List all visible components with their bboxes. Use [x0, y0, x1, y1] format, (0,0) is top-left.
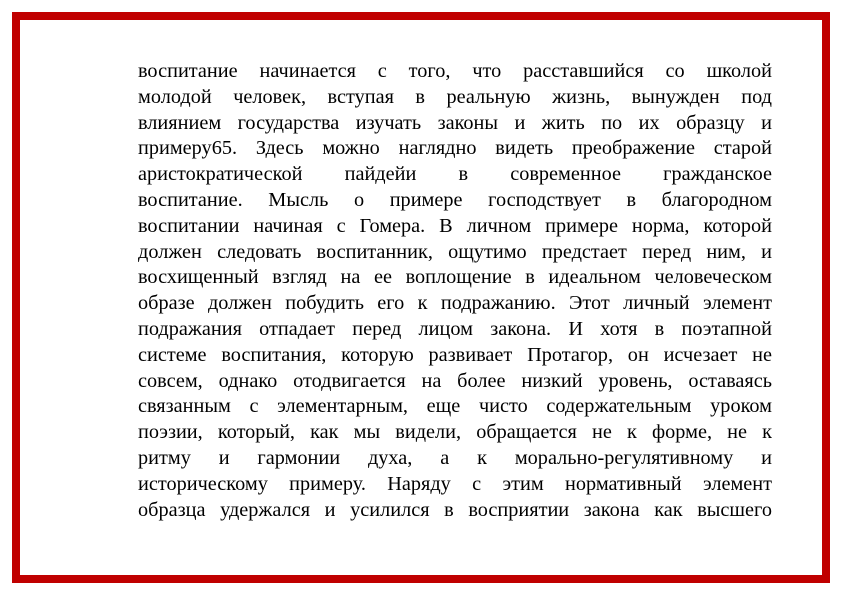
text-line: связанным с элементарным, еще чисто содержательным уроком — [138, 395, 772, 418]
text-line: образе должен побудить его к подражанию. Этот личный элемент — [138, 292, 772, 315]
text-line: воспитании начиная с Гомера. В личном примере норма, которой — [138, 214, 772, 237]
text-line: совсем, однако отодвигается на более низкий уровень, оставаясь — [138, 369, 772, 392]
text-line: примеру65. Здесь можно наглядно видеть преображение старой — [138, 137, 772, 160]
text-line: поэзии, который, как мы видели, обращается не к форме, не к — [138, 421, 772, 444]
text-line: воспитание. Мысль о примере господствует в благородном — [138, 188, 772, 211]
text-line: должен следовать воспитанник, ощутимо предстает перед ним, и — [138, 240, 772, 263]
text-line: системе воспитания, которую развивает Протагор, он исчезает не — [138, 343, 772, 366]
text-line: подражания отпадает перед лицом закона. И хотя в поэтапной — [138, 317, 772, 340]
text-line: образца удержался и усилился в восприятии закона как высшего — [138, 498, 772, 521]
body-text — [138, 59, 772, 523]
text-line: ритму и гармонии духа, а к морально-регулятивному и — [138, 446, 772, 469]
text-line: влиянием государства изучать законы и жить по их образцу и — [138, 111, 772, 134]
text-line: воспитание начинается с того, что расставшийся со школой — [138, 60, 772, 82]
text-line: восхищенный взгляд на ее воплощение в идеальном человеческом — [138, 266, 772, 289]
text-line: историческому примеру. Наряду с этим нормативный элемент — [138, 472, 772, 495]
text-line: аристократической пайдейи в современное гражданское — [138, 163, 772, 186]
text-line: молодой человек, вступая в реальную жизнь, вынужден под — [138, 85, 772, 108]
